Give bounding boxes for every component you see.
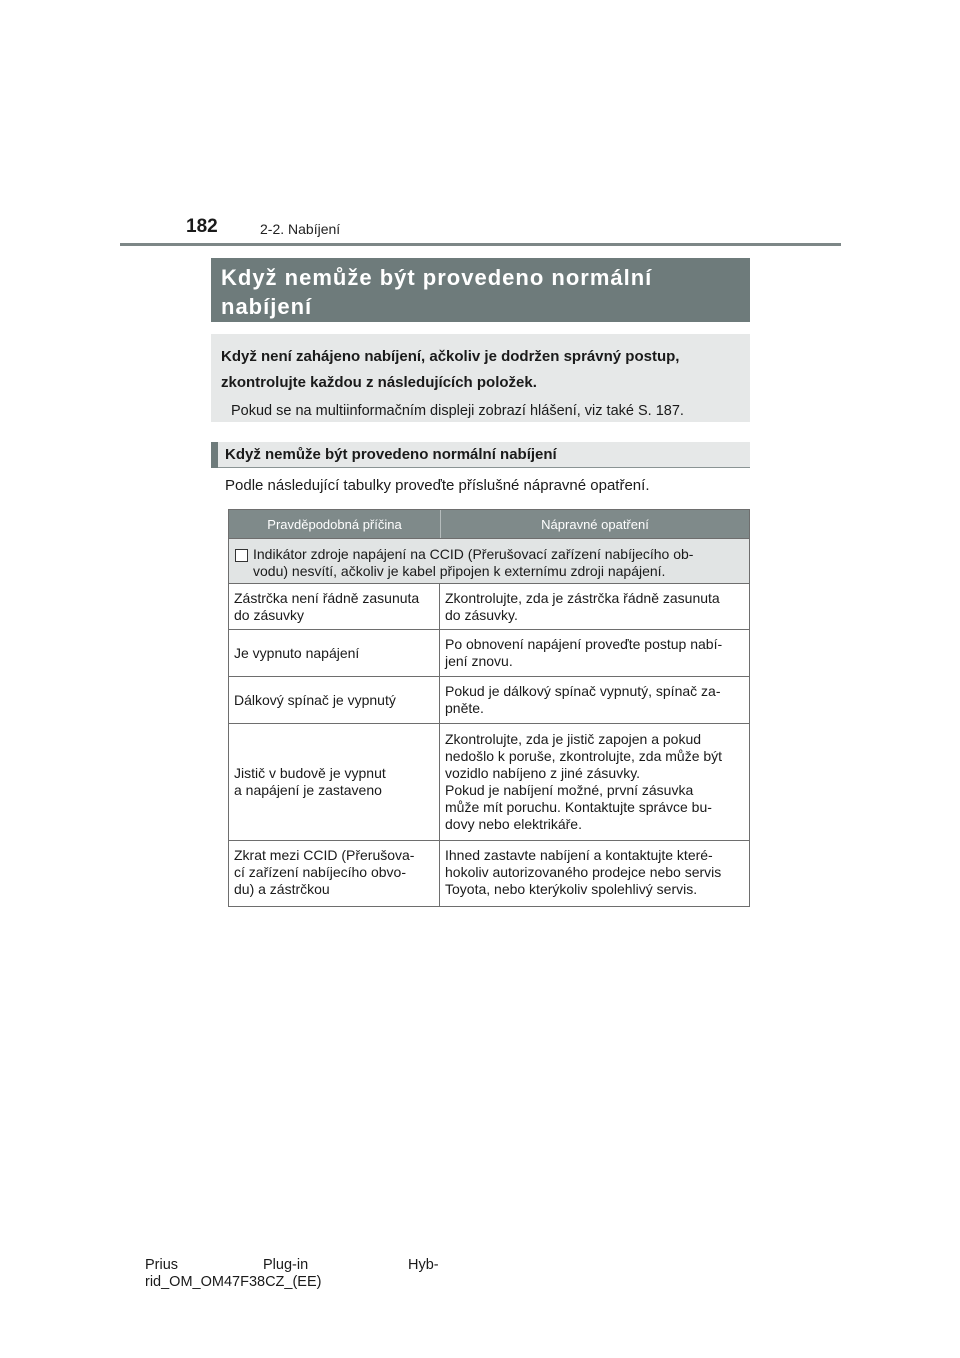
cause-line: cí zařízení nabíjecího obvo- [234, 864, 406, 880]
footer-type: Hyb- [408, 1257, 439, 1273]
condition-line2: vodu) nesvítí, ačkoliv je kabel připojen k externímu zdroji napájení. [253, 563, 666, 579]
cause-line: Dálkový spínač je vypnutý [234, 691, 396, 708]
cause-cell [229, 584, 440, 629]
header-divider [120, 243, 841, 246]
action-line: Pokud je nabíjení možné, první zásuvka [445, 782, 694, 798]
action-cell [440, 630, 749, 676]
page-number: 182 [186, 216, 218, 237]
table-row [229, 841, 749, 906]
condition-line1: Indikátor zdroje napájení na CCID (Přerušovací zařízení nabíjecího ob- [253, 546, 694, 562]
cause-line: Zástrčka není řádně zasunuta [234, 589, 420, 606]
action-line: nedošlo k poruše, zkontrolujte, zda může být [445, 748, 723, 764]
info-lead-line1: Když není zahájeno nabíjení, ačkoliv je dodržen správný postup, [221, 348, 680, 365]
section-title-bar [211, 258, 750, 322]
action-cell [440, 584, 749, 629]
cause-line: a napájení je zastaveno [234, 782, 382, 798]
cause-line: Je vypnuto napájení [234, 644, 360, 661]
footer-variant: Plug-in [263, 1257, 309, 1273]
section-title-line1: Když nemůže být provedeno normální [221, 265, 653, 290]
condition-row [229, 539, 749, 584]
action-cell [440, 724, 749, 840]
table-header [229, 510, 749, 539]
cause-cell [229, 630, 440, 676]
troubleshooting-table [228, 509, 750, 907]
intro-text: Podle následující tabulky proveďte příslušné nápravné opatření. [225, 477, 650, 494]
action-line: Pokud je dálkový spínač vypnutý, spínač za- [445, 683, 721, 699]
info-box [211, 334, 750, 422]
action-line: vozidlo nabíjeno z jiné zásuvky. [445, 765, 641, 781]
action-line: může mít poruchu. Kontaktujte správce bu- [445, 799, 712, 815]
condition-text [253, 546, 693, 583]
table-row [229, 677, 749, 724]
section-label: 2-2. Nabíjení [260, 221, 341, 237]
cause-cell [229, 724, 440, 840]
action-line: pněte. [445, 700, 484, 716]
table-row [229, 724, 749, 841]
footer-line1 [145, 1257, 439, 1274]
footer-model: Prius [145, 1257, 179, 1273]
table-row [229, 584, 749, 630]
table-row [229, 630, 749, 677]
section-title-line2: nabíjení [221, 294, 313, 319]
cause-line: Jistič v budově je vypnut [234, 765, 386, 781]
action-line: jení znovu. [445, 653, 513, 669]
action-line: Toyota, nebo kterýkoliv spolehlivý servis. [445, 881, 698, 897]
checkbox-bullet-icon [235, 549, 248, 562]
action-line: do zásuvky. [445, 606, 518, 623]
info-note: Pokud se na multiinformačním displeji zobrazí hlášení, viz také S. 187. [231, 403, 684, 419]
action-line: dovy nebo elektrikáře. [445, 816, 582, 832]
action-cell [440, 677, 749, 723]
action-line: Ihned zastavte nabíjení a kontaktujte které- [445, 847, 713, 863]
info-lead-line2: zkontrolujte každou z následujících položek. [221, 374, 537, 391]
action-line: hokoliv autorizovaného prodejce nebo servis [445, 864, 722, 880]
footer-line2: rid_OM_OM47F38CZ_(EE) [145, 1274, 322, 1290]
subheading-text: Když nemůže být provedeno normální nabíjení [225, 446, 557, 463]
subheading [211, 442, 750, 468]
action-line: Po obnovení napájení proveďte postup nabí- [445, 636, 723, 652]
subheading-marker [211, 442, 218, 468]
column-header-action: Nápravné opatření [541, 516, 649, 532]
column-header-cause: Pravděpodobná příčina [229, 510, 441, 538]
cause-cell [229, 841, 440, 906]
cause-line: Zkrat mezi CCID (Přerušova- [234, 847, 415, 863]
cause-cell [229, 677, 440, 723]
footer-manual-id [145, 1257, 439, 1291]
action-cell [440, 841, 749, 906]
action-line: Zkontrolujte, zda je jistič zapojen a pokud [445, 731, 702, 747]
action-line: Zkontrolujte, zda je zástrčka řádně zasunuta [445, 589, 720, 606]
cause-line: du) a zástrčkou [234, 881, 330, 897]
cause-line: do zásuvky [234, 606, 305, 623]
